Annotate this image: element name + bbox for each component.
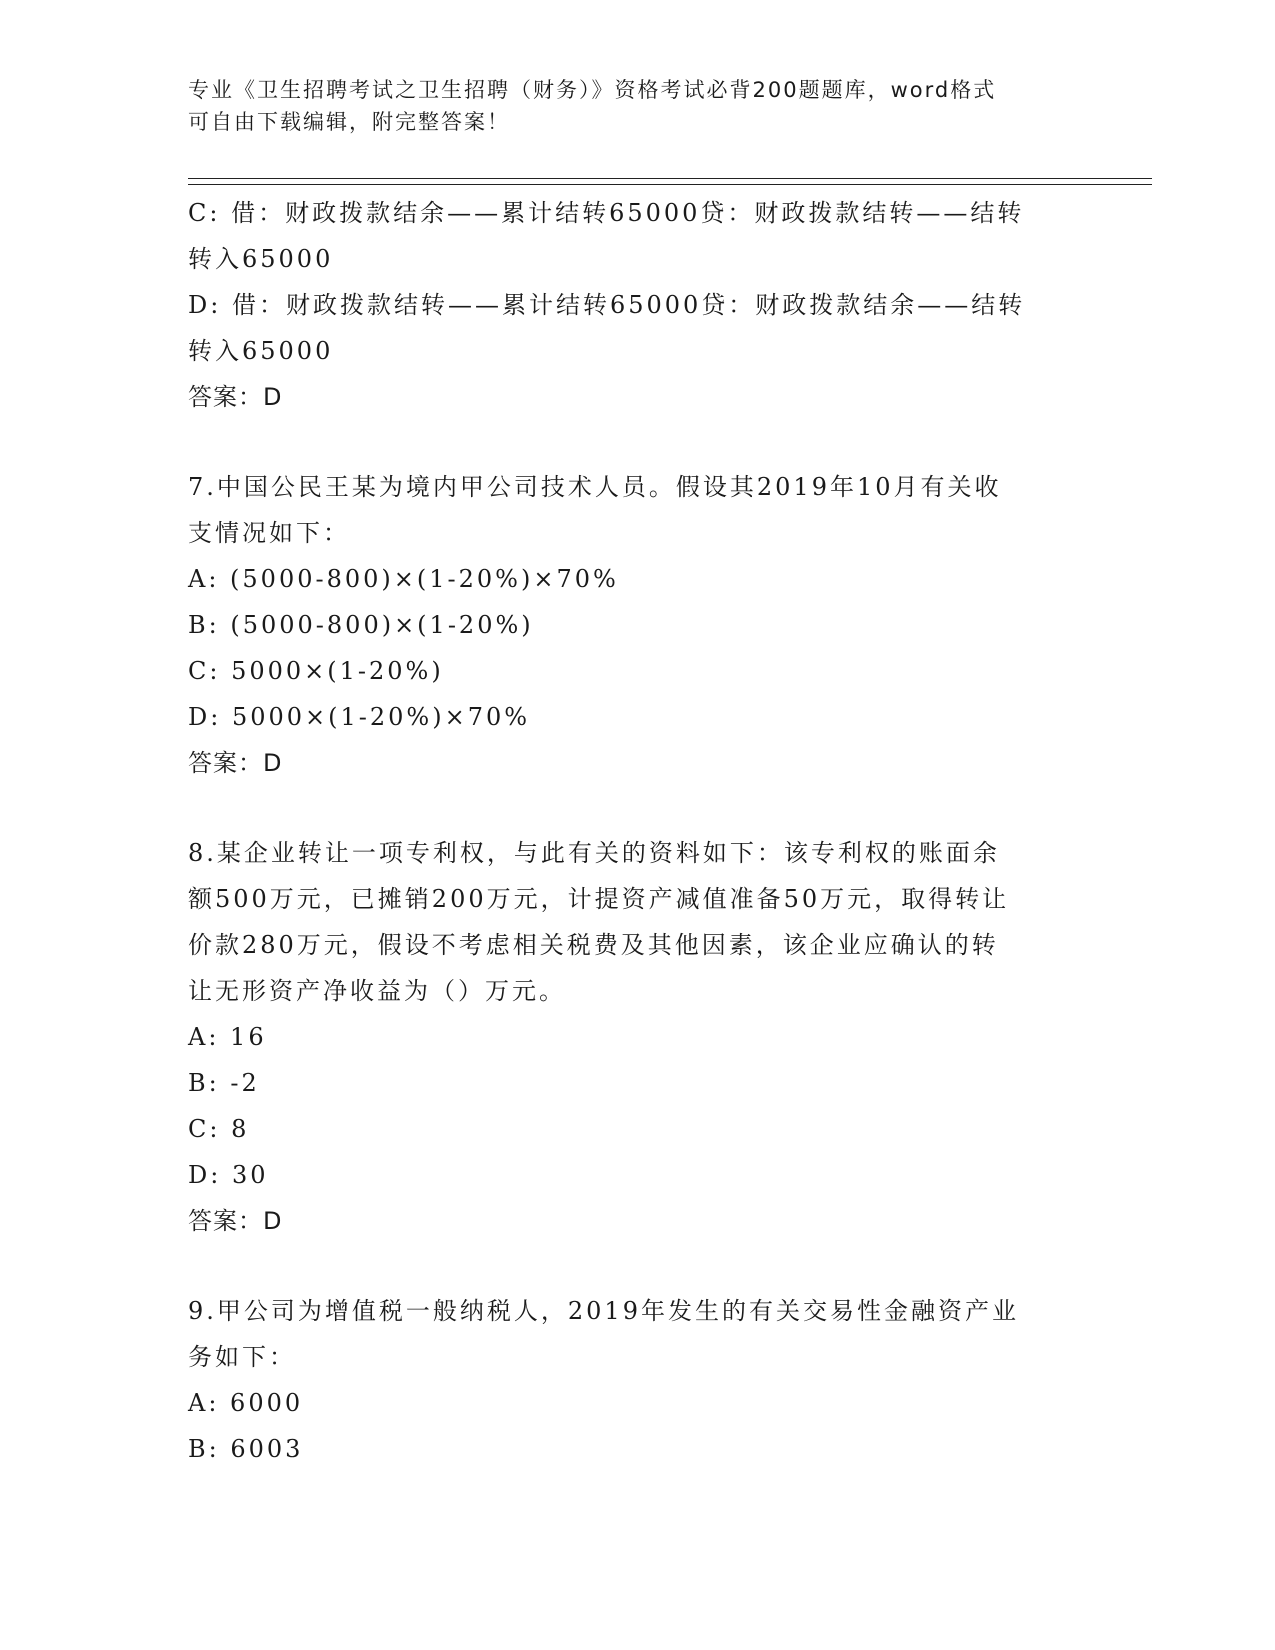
page-header <box>188 74 1068 138</box>
question-stem-line-2: 额500万元，已摊销200万元，计提资产减值准备50万元，取得转让 <box>188 885 1010 913</box>
question-stem-line-3: 价款280万元，假设不考虑相关税费及其他因素，该企业应确认的转 <box>188 931 999 959</box>
header-divider-top <box>188 178 1152 179</box>
question-stem-line-1: 7.中国公民王某为境内甲公司技术人员。假设其2019年10月有关收 <box>188 473 1002 501</box>
option-c: C: 5000×(1-20%) <box>188 657 444 685</box>
spacer <box>188 786 1088 830</box>
option-a: A: 6000 <box>188 1389 304 1417</box>
question-stem-line-2: 支情况如下： <box>188 519 350 547</box>
question-8 <box>188 830 1088 1244</box>
option-b: B: (5000-800)×(1-20%) <box>188 611 534 639</box>
option-b: B: -2 <box>188 1069 260 1097</box>
option-d-line-1: D: 借：财政拨款结转——累计结转65000贷：财政拨款结余——结转 <box>188 291 1026 319</box>
question-stem-line-2: 务如下： <box>188 1343 296 1371</box>
question-stem-line-4: 让无形资产净收益为（）万元。 <box>188 977 566 1005</box>
question-stem-line-1: 9.甲公司为增值税一般纳税人，2019年发生的有关交易性金融资产业 <box>188 1297 1019 1325</box>
option-c: C: 8 <box>188 1115 250 1143</box>
spacer <box>188 1244 1088 1288</box>
option-d: D: 30 <box>188 1161 269 1189</box>
option-d-line-2: 转入65000 <box>188 337 334 365</box>
answer: 答案：D <box>188 1207 283 1235</box>
option-d: D: 5000×(1-20%)×70% <box>188 703 531 731</box>
header-divider-bottom <box>188 184 1152 185</box>
question-6-tail <box>188 190 1088 420</box>
document-body <box>188 190 1088 1472</box>
spacer <box>188 420 1088 464</box>
question-9 <box>188 1288 1088 1472</box>
header-line-1: 专业《卫生招聘考试之卫生招聘（财务）》资格考试必背200题题库，word格式 <box>188 78 997 102</box>
answer: 答案：D <box>188 749 283 777</box>
option-a: A: 16 <box>188 1023 267 1051</box>
option-c-line-2: 转入65000 <box>188 245 334 273</box>
option-c-line-1: C: 借：财政拨款结余——累计结转65000贷：财政拨款结转——结转 <box>188 199 1025 227</box>
answer: 答案：D <box>188 383 283 411</box>
option-a: A: (5000-800)×(1-20%)×70% <box>188 565 619 593</box>
question-stem-line-1: 8.某企业转让一项专利权，与此有关的资料如下：该专利权的账面余 <box>188 839 1000 867</box>
header-line-2: 可自由下载编辑，附完整答案！ <box>188 110 510 134</box>
question-7 <box>188 464 1088 786</box>
option-b: B: 6003 <box>188 1435 304 1463</box>
